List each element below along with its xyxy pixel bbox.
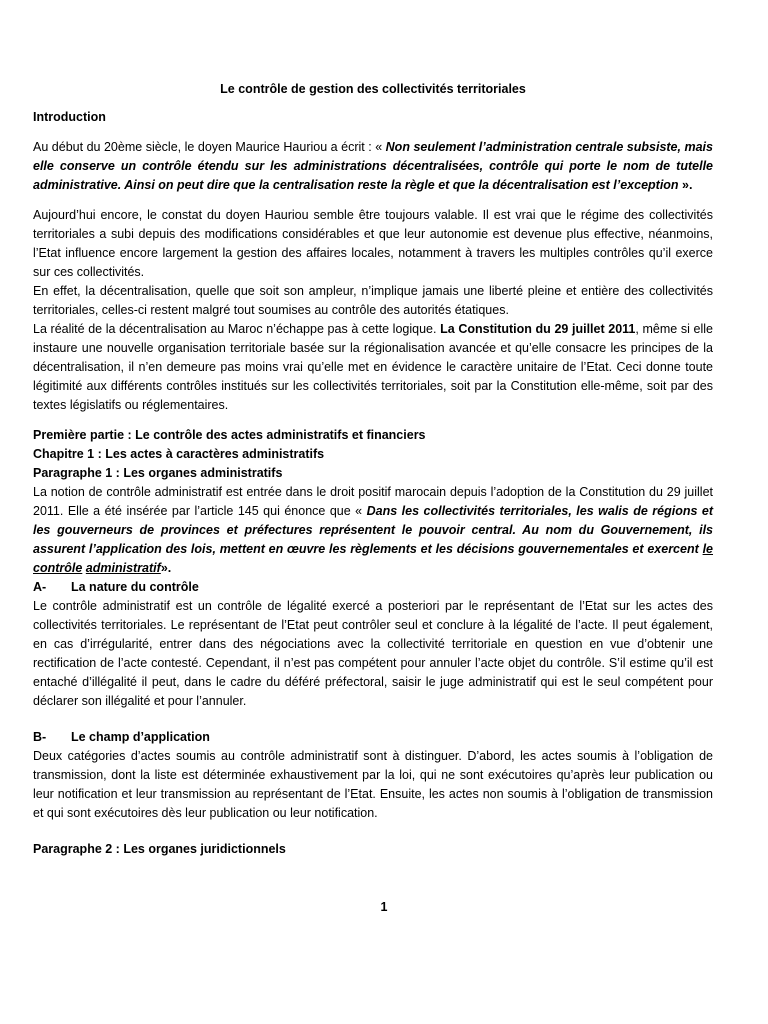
paragraph-two-heading: Paragraphe 2 : Les organes juridictionnels [33, 842, 286, 856]
quote-end: ». [160, 561, 172, 575]
paragraph-text: , même si elle instaure une nouvelle organisation territoriale basée sur la régionalisation avancée et qu’elle consacre les principes de la décentralisation, il n’en demeure pas moins vrai qu’elle met en évidence le caractère unitaire de l’Etat. Ceci donne toute légitimité aux différents contrôles institués sur les collectivités territoriales, soit par la Constitution elle-même, soit par des textes législatifs ou réglementaires. [33, 322, 713, 412]
paragraph-text: En effet, la décentralisation, quelle que soit son ampleur, n’implique jamais une liberté pleine et entière des collectivités territoriales, celles-ci restent malgré tout soumises au contrôle des autorités étatiques. [33, 284, 713, 317]
underlined-text: administratif [85, 561, 161, 575]
section-b-letter: B- [33, 730, 47, 744]
chapter-one-heading: Chapitre 1 : Les actes à caractères administratifs [33, 447, 325, 461]
quote-end: ». [678, 178, 693, 192]
section-a-paragraph: Le contrôle administratif est un contrôle de légalité exercé a posteriori par le représentant de l’Etat sur les actes des collectivités territoriales. Le représentant de l’Etat peut contrôler seul et conclure à la légalité de l’acte. Il peut également, en cas d’irrégularité, entrer dans des négociations avec la collectivité territoriale en question en vue d’obtenir une rectification de l’acte contesté. Cependant, il n’est pas compétent pour annuler l’acte objet du contrôle. S’il estime qu’il est entaché d’illégalité il peut, dans le cadre du déféré préfectoral, saisir le juge administratif qui est le seul compétent pour déclarer son illégalité et pour l’annuler. [33, 599, 713, 708]
paragraph-text: Aujourd’hui encore, le constat du doyen Hauriou semble être toujours valable. Il est vrai que le régime des collectivités territoriales a subi depuis des modifications considérables et que leur autonomie est devenue plus effective, néanmoins, l’Etat influence encore largement la gestion des affaires locales, notamment à travers les multiples contrôles qu’il exerce sur ces collectivités. [33, 208, 713, 279]
paragraph-text: La réalité de la décentralisation au Maroc n’échappe pas à cette logique. [33, 322, 441, 336]
paragraph-lead-text: La notion de contrôle administratif est entrée dans le droit positif marocain depuis l’adoption de la Constitution du 29 juillet 2011. Elle a été insérée par l’article 145 qui énonce que « [33, 485, 713, 518]
paragraph-lead-text: Au début du 20ème siècle, le doyen Maurice Hauriou a écrit : « [33, 140, 386, 154]
document-title: Le contrôle de gestion des collectivités territoriales [220, 82, 526, 96]
part-one-heading: Première partie : Le contrôle des actes administratifs et financiers [33, 428, 426, 442]
section-a-title: La nature du contrôle [71, 580, 199, 594]
article-145-paragraph [33, 483, 713, 578]
section-b-paragraph: Deux catégories d’actes soumis au contrôle administratif sont à distinguer. D’abord, les actes soumis à l’obligation de transmission, dont la liste est déterminée exhaustivement par la loi, qui ne sont exécutoires qu’après leur publication ou leur notification et leur transmission au représentant de l’Etat. Ensuite, les actes non soumis à l’obligation de transmission et qui sont exécutoires dès leur publication ou leur notification. [33, 749, 713, 820]
section-a-heading [33, 578, 713, 597]
paragraph-one-heading: Paragraphe 1 : Les organes administratifs [33, 466, 283, 480]
introduction-heading: Introduction [33, 110, 106, 124]
introduction-paragraph-1 [33, 138, 713, 195]
underlined-text: le contrôle [33, 542, 713, 575]
constitution-reference: La Constitution du 29 juillet 2011 [440, 322, 636, 336]
section-b-title: Le champ d’application [71, 730, 210, 744]
section-b-heading [33, 728, 713, 747]
article-145-quote: Dans les collectivités territoriales, les walis de régions et les gouverneurs de provinces et préfectures représentent le pouvoir central. Au nom du Gouvernement, ils assurent l’application des lois, mettent en œuvre les règlements et les décisions gouvernementales et exercent [33, 504, 714, 556]
introduction-paragraph-2 [33, 206, 713, 415]
hauriou-quote: Non seulement l’administration centrale subsiste, mais elle conserve un contrôle étendu sur les administrations décentralisées, contrôle qui porte le nom de tutelle administrative. Ainsi on peut dire que la centralisation reste la règle et que la décentralisation est l’exception [33, 140, 713, 192]
section-a-letter: A- [33, 580, 47, 594]
page-number: 1 [380, 900, 388, 914]
